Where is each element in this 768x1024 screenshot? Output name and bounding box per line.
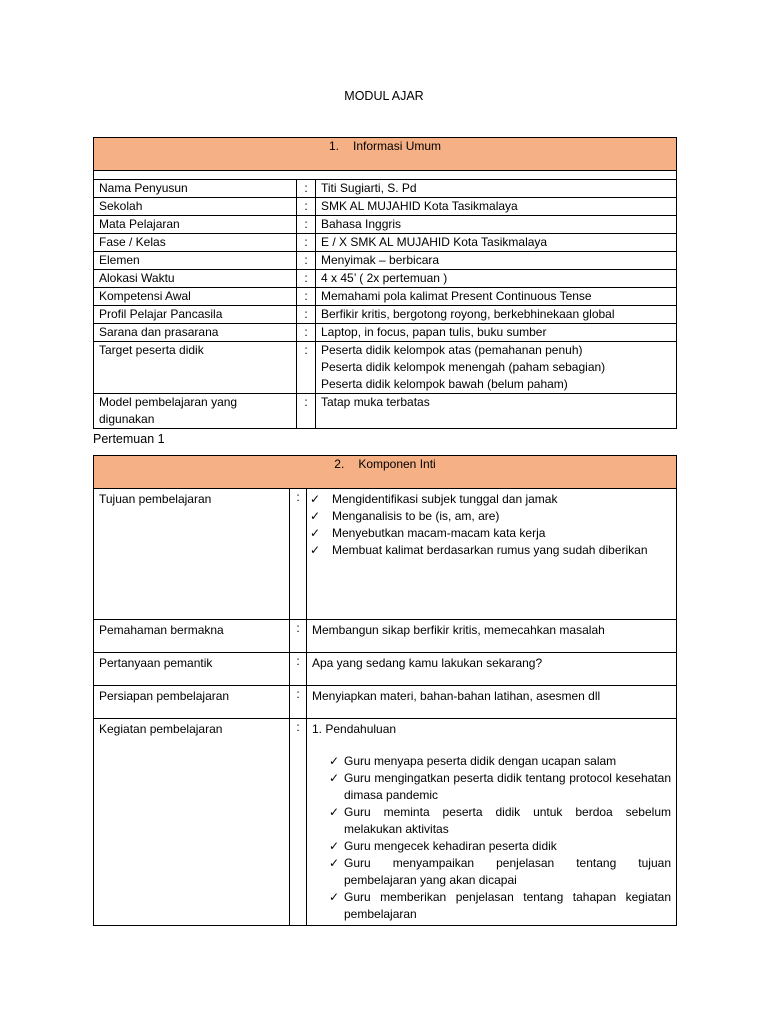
row-value: Menyiapkan materi, bahan-bahan latihan, asesmen dll	[307, 686, 677, 719]
table-row	[94, 324, 677, 342]
check-icon: ✓	[329, 856, 340, 870]
row-separator: :	[297, 234, 316, 252]
row-label: Persiapan pembelajaran	[94, 686, 290, 719]
pertemuan-label: Pertemuan 1	[93, 432, 165, 446]
row-label: Kompetensi Awal	[94, 288, 297, 306]
check-icon: ✓	[310, 492, 321, 506]
target-line: Peserta didik kelompok atas (pemahanan penuh)	[321, 343, 583, 357]
row-value: Menyimak – berbicara	[316, 252, 677, 270]
check-icon: ✓	[310, 509, 321, 523]
row-separator: :	[297, 216, 316, 234]
section-number: 1.	[329, 139, 340, 153]
page-title: MODUL AJAR	[344, 89, 424, 103]
row-separator: :	[297, 180, 316, 198]
check-icon: ✓	[310, 543, 321, 557]
section-title: Informasi Umum	[353, 139, 442, 153]
row-value: Membangun sikap berfikir kritis, memecahkan masalah	[307, 620, 677, 653]
table-row	[94, 288, 677, 306]
row-label: Pertanyaan pemantik	[94, 653, 290, 686]
list-item: ✓ Guru menyapa peserta didik dengan ucapan salam	[329, 754, 617, 768]
row-label: Pemahaman bermakna	[94, 620, 290, 653]
table-row	[94, 653, 677, 686]
list-item: ✓ Guru mengingatkan peserta didik tentang protocol kesehatan dimasa pandemic	[329, 771, 671, 802]
row-separator: :	[290, 620, 307, 653]
table-row	[94, 342, 677, 394]
table-row	[94, 270, 677, 288]
row-label: Fase / Kelas	[94, 234, 297, 252]
kegiatan-subheading: 1. Pendahuluan	[312, 722, 397, 736]
row-label: Tujuan pembelajaran	[94, 489, 290, 620]
list-item: ✓ Menyebutkan macam-macam kata kerja	[310, 526, 546, 540]
table-row	[94, 252, 677, 270]
table-row	[94, 620, 677, 653]
row-label: Model pembelajaran yang digunakan	[94, 394, 297, 429]
list-item: ✓ Guru memberikan penjelasan tentang tahapan kegiatan pembelajaran	[329, 890, 671, 921]
list-item: ✓ Menganalisis to be (is, am, are)	[310, 509, 500, 523]
row-value: Apa yang sedang kamu lakukan sekarang?	[307, 653, 677, 686]
check-icon: ✓	[329, 805, 340, 819]
row-separator: :	[290, 489, 307, 620]
row-value: Titi Sugiarti, S. Pd	[316, 180, 677, 198]
row-separator: :	[290, 686, 307, 719]
list-item: ✓ Guru menyampaikan penjelasan tentang tujuan pembelajaran yang akan dicapai	[329, 856, 671, 887]
section-heading	[94, 456, 677, 489]
row-separator: :	[297, 394, 316, 429]
row-value: Tatap muka terbatas	[316, 394, 677, 429]
check-icon: ✓	[310, 526, 321, 540]
section-header	[94, 456, 677, 489]
target-line: Peserta didik kelompok menengah (paham sebagian)	[321, 360, 606, 374]
target-line: Peserta didik kelompok bawah (belum paham)	[321, 377, 568, 391]
check-icon: ✓	[329, 890, 340, 904]
list-item: ✓ Guru mengecek kehadiran peserta didik	[329, 839, 557, 853]
row-label: Profil Pelajar Pancasila	[94, 306, 297, 324]
row-label: Elemen	[94, 252, 297, 270]
table-row	[94, 489, 677, 620]
table-row	[94, 216, 677, 234]
section-header	[94, 138, 677, 171]
list-item: ✓ Mengidentifikasi subjek tunggal dan jamak	[310, 492, 558, 506]
row-value	[307, 489, 677, 620]
section-number: 2.	[334, 457, 345, 471]
table-row	[94, 180, 677, 198]
row-separator: :	[297, 324, 316, 342]
section-title: Komponen Inti	[358, 457, 436, 471]
table-row	[94, 306, 677, 324]
table-row	[94, 719, 677, 926]
row-value: E / X SMK AL MUJAHID Kota Tasikmalaya	[316, 234, 677, 252]
row-separator: :	[297, 342, 316, 394]
komponen-inti-table	[93, 455, 677, 926]
tujuan-list	[307, 491, 671, 559]
row-label: Alokasi Waktu	[94, 270, 297, 288]
row-value: 4 x 45’ ( 2x pertemuan )	[316, 270, 677, 288]
check-icon: ✓	[329, 839, 340, 853]
row-label: Nama Penyusun	[94, 180, 297, 198]
row-value: Laptop, in focus, papan tulis, buku sumber	[316, 324, 677, 342]
row-separator: :	[297, 306, 316, 324]
row-label: Kegiatan pembelajaran	[94, 719, 290, 926]
row-value: Bahasa Inggris	[316, 216, 677, 234]
kegiatan-list	[312, 753, 671, 923]
row-separator: :	[297, 270, 316, 288]
row-label: Mata Pelajaran	[94, 216, 297, 234]
row-separator: :	[290, 653, 307, 686]
row-value	[316, 342, 677, 394]
row-label: Target peserta didik	[94, 342, 297, 394]
table-row	[94, 394, 677, 429]
row-separator: :	[290, 719, 307, 926]
row-value	[307, 719, 677, 926]
row-label: Sekolah	[94, 198, 297, 216]
row-value: Berfikir kritis, bergotong royong, berkebhinekaan global	[316, 306, 677, 324]
list-item: ✓ Guru meminta peserta didik untuk berdoa sebelum melakukan aktivitas	[329, 805, 671, 836]
table-row	[94, 198, 677, 216]
check-icon: ✓	[329, 771, 340, 785]
list-item: ✓ Membuat kalimat berdasarkan rumus yang sudah diberikan	[310, 543, 648, 557]
row-separator: :	[297, 252, 316, 270]
check-icon: ✓	[329, 754, 340, 768]
table-row	[94, 234, 677, 252]
row-separator: :	[297, 198, 316, 216]
row-separator: :	[297, 288, 316, 306]
section-heading	[94, 138, 677, 171]
row-value: Memahami pola kalimat Present Continuous Tense	[316, 288, 677, 306]
spacer-row	[94, 171, 677, 180]
row-label: Sarana dan prasarana	[94, 324, 297, 342]
informasi-umum-table	[93, 137, 677, 429]
table-row	[94, 686, 677, 719]
row-value: SMK AL MUJAHID Kota Tasikmalaya	[316, 198, 677, 216]
